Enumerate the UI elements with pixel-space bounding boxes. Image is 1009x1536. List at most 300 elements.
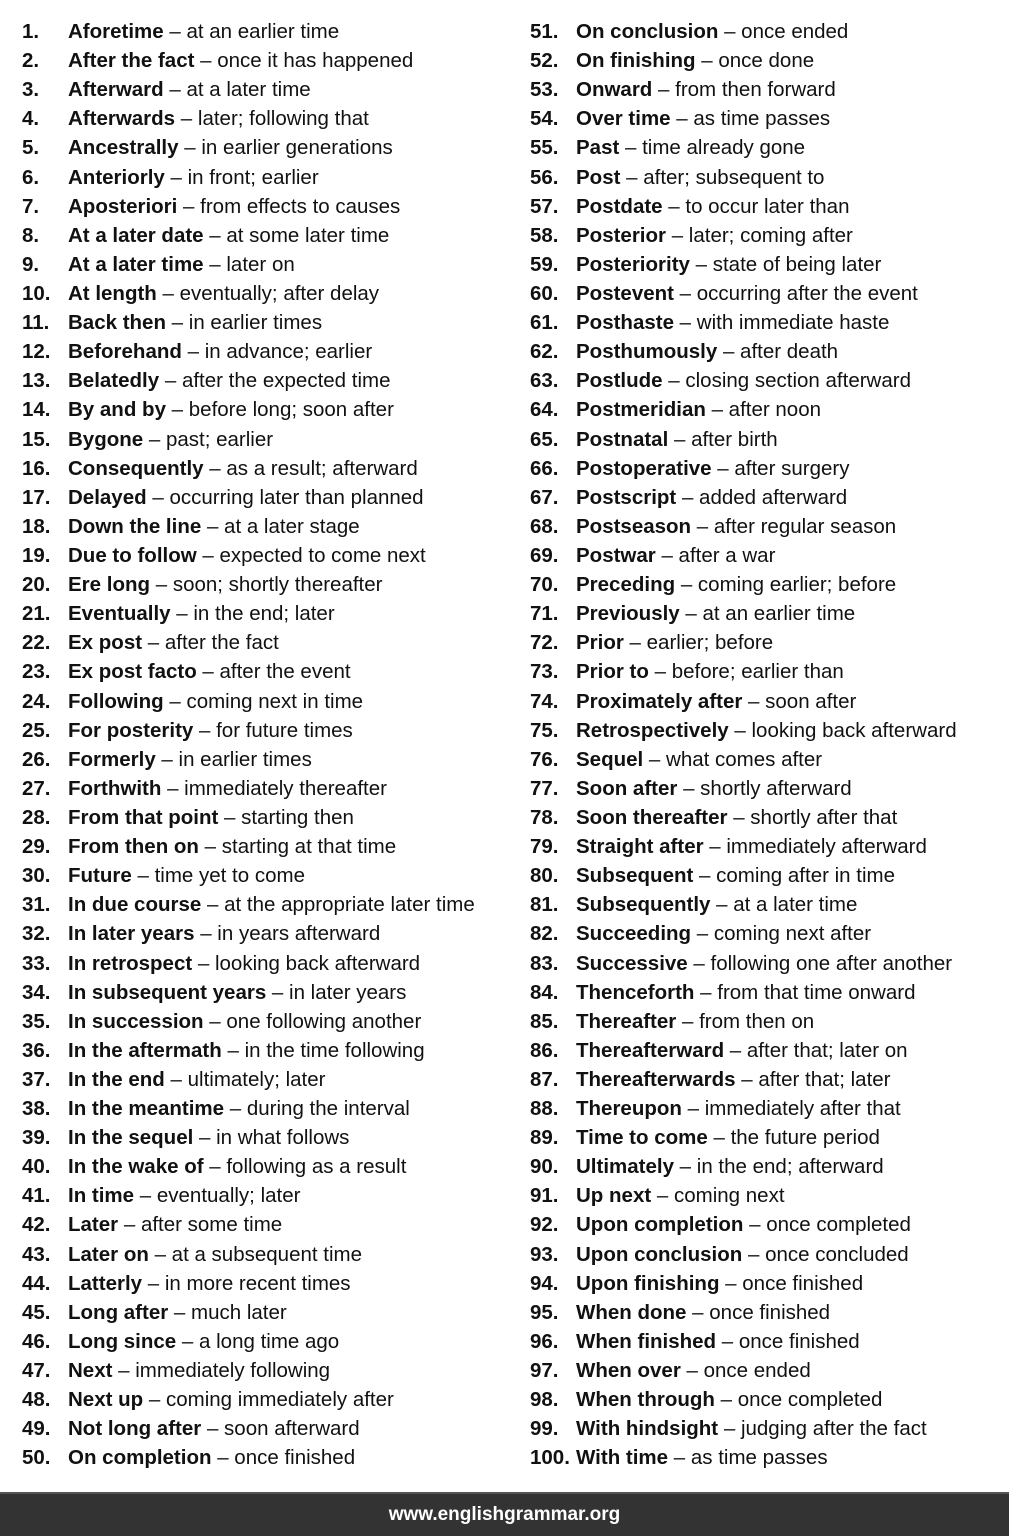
list-item bbox=[22, 1181, 507, 1210]
list-item bbox=[530, 1065, 1009, 1094]
item-separator: – bbox=[727, 805, 751, 829]
item-term: Postscript bbox=[576, 485, 677, 509]
item-definition: soon; shortly thereafter bbox=[172, 573, 383, 597]
list-item bbox=[530, 279, 1009, 308]
item-separator: – bbox=[620, 165, 644, 189]
item-number: 38. bbox=[22, 1097, 51, 1121]
list-item bbox=[22, 1269, 507, 1298]
item-entry bbox=[68, 890, 475, 919]
item-entry bbox=[576, 1269, 863, 1298]
item-definition: once concluded bbox=[765, 1242, 909, 1266]
item-term: Next up bbox=[68, 1388, 144, 1412]
item-number: 12. bbox=[22, 340, 51, 364]
item-entry bbox=[576, 687, 856, 716]
item-separator: – bbox=[705, 398, 729, 422]
item-separator: – bbox=[662, 194, 686, 218]
item-entry bbox=[576, 17, 848, 46]
item-separator: – bbox=[112, 1359, 136, 1383]
list-item bbox=[530, 803, 1009, 832]
item-number: 70. bbox=[530, 573, 559, 597]
item-definition: as a result; afterward bbox=[226, 456, 418, 480]
item-term: Future bbox=[68, 864, 132, 888]
list-item bbox=[22, 366, 507, 395]
item-number: 90. bbox=[530, 1155, 559, 1179]
item-number: 92. bbox=[530, 1213, 559, 1237]
item-definition: after some time bbox=[140, 1213, 283, 1237]
item-definition: looking back afterward bbox=[751, 718, 957, 742]
item-separator: – bbox=[670, 107, 694, 131]
item-term: In the aftermath bbox=[68, 1038, 222, 1062]
list-item bbox=[22, 541, 507, 570]
item-entry bbox=[576, 75, 836, 104]
list-item bbox=[530, 1210, 1009, 1239]
item-definition: at the appropriate later time bbox=[224, 893, 475, 917]
item-separator: – bbox=[148, 1242, 172, 1266]
item-definition: in front; earlier bbox=[187, 165, 319, 189]
list-item bbox=[530, 250, 1009, 279]
item-definition: eventually; after delay bbox=[179, 281, 380, 305]
item-number: 48. bbox=[22, 1388, 51, 1412]
item-number: 23. bbox=[22, 660, 51, 684]
item-entry bbox=[576, 163, 824, 192]
item-separator: – bbox=[728, 718, 752, 742]
item-separator: – bbox=[134, 1184, 157, 1208]
item-number: 17. bbox=[22, 485, 51, 509]
list-item bbox=[530, 395, 1009, 424]
item-definition: as time passes bbox=[690, 1446, 828, 1470]
list-item bbox=[530, 454, 1009, 483]
item-definition: in earlier times bbox=[178, 747, 312, 771]
item-number: 99. bbox=[530, 1417, 559, 1441]
item-definition: in later years bbox=[289, 980, 407, 1004]
item-number: 79. bbox=[530, 835, 559, 859]
list-item bbox=[530, 1240, 1009, 1269]
item-entry bbox=[576, 192, 849, 221]
item-term: Soon thereafter bbox=[576, 805, 728, 829]
item-entry bbox=[68, 774, 387, 803]
item-separator: – bbox=[156, 281, 180, 305]
item-number: 11. bbox=[22, 311, 50, 335]
item-entry bbox=[576, 570, 896, 599]
item-term: Preceding bbox=[576, 573, 676, 597]
item-definition: after surgery bbox=[734, 456, 850, 480]
item-entry bbox=[68, 250, 295, 279]
item-separator: – bbox=[651, 1184, 674, 1208]
item-entry bbox=[576, 133, 805, 162]
item-entry bbox=[576, 716, 957, 745]
item-separator: – bbox=[718, 1417, 741, 1441]
item-number: 85. bbox=[530, 1009, 559, 1033]
item-number: 61. bbox=[530, 311, 559, 335]
item-definition: coming after in time bbox=[716, 864, 895, 888]
item-definition: once ended bbox=[741, 20, 849, 43]
item-entry bbox=[68, 1414, 360, 1443]
list-item bbox=[22, 1385, 507, 1414]
item-entry bbox=[68, 75, 311, 104]
item-term: After the fact bbox=[68, 49, 195, 73]
item-separator: – bbox=[707, 1126, 731, 1150]
list-item bbox=[22, 832, 507, 861]
item-separator: – bbox=[211, 1446, 235, 1470]
item-number: 16. bbox=[22, 456, 51, 480]
item-term: Afterwards bbox=[68, 107, 176, 131]
list-item bbox=[530, 1327, 1009, 1356]
item-term: In succession bbox=[68, 1009, 204, 1033]
item-entry bbox=[68, 308, 322, 337]
item-term: In the wake of bbox=[68, 1155, 204, 1179]
item-definition: after the fact bbox=[164, 631, 279, 655]
item-separator: – bbox=[648, 660, 672, 684]
item-entry bbox=[68, 1007, 421, 1036]
item-definition: once completed bbox=[766, 1213, 911, 1237]
item-number: 28. bbox=[22, 805, 51, 829]
item-number: 5. bbox=[22, 136, 40, 160]
item-entry bbox=[68, 192, 400, 221]
item-separator: – bbox=[201, 893, 225, 917]
item-term: In retrospect bbox=[68, 951, 193, 975]
item-separator: – bbox=[717, 340, 741, 364]
item-term: Subsequent bbox=[576, 864, 694, 888]
item-number: 53. bbox=[530, 78, 559, 102]
item-separator: – bbox=[131, 864, 155, 888]
list-item bbox=[22, 425, 507, 454]
item-separator: – bbox=[165, 398, 189, 422]
item-term: Back then bbox=[68, 311, 166, 335]
item-entry bbox=[576, 745, 822, 774]
item-separator: – bbox=[676, 1009, 700, 1033]
item-entry bbox=[68, 832, 396, 861]
item-term: Aforetime bbox=[68, 20, 164, 43]
item-number: 46. bbox=[22, 1329, 51, 1353]
item-number: 25. bbox=[22, 718, 51, 742]
item-term: Latterly bbox=[68, 1271, 143, 1295]
item-definition: occurring after the event bbox=[696, 281, 918, 305]
item-separator: – bbox=[192, 951, 215, 975]
item-entry bbox=[576, 46, 814, 75]
item-number: 98. bbox=[530, 1388, 559, 1412]
item-number: 20. bbox=[22, 573, 51, 597]
item-term: Next bbox=[68, 1359, 113, 1383]
item-separator: – bbox=[224, 1097, 247, 1121]
item-entry bbox=[68, 628, 279, 657]
item-definition: at an earlier time bbox=[186, 20, 340, 43]
list-item bbox=[22, 75, 507, 104]
item-number: 57. bbox=[530, 194, 559, 218]
item-separator: – bbox=[266, 980, 290, 1004]
list-item bbox=[22, 1152, 507, 1181]
list-item bbox=[530, 1181, 1009, 1210]
item-definition: at a later time bbox=[186, 78, 311, 102]
item-separator: – bbox=[163, 78, 187, 102]
item-definition: once done bbox=[718, 49, 815, 73]
list-item bbox=[530, 1385, 1009, 1414]
item-term: Ex post facto bbox=[68, 660, 197, 684]
item-separator: – bbox=[164, 1067, 188, 1091]
item-definition: in what follows bbox=[216, 1126, 350, 1150]
item-number: 36. bbox=[22, 1038, 51, 1062]
item-term: Ancestrally bbox=[68, 136, 179, 160]
item-entry bbox=[576, 308, 889, 337]
item-term: From that point bbox=[68, 805, 219, 829]
item-entry bbox=[68, 337, 372, 366]
item-separator: – bbox=[693, 864, 717, 888]
item-number: 9. bbox=[22, 252, 40, 276]
list-item bbox=[530, 308, 1009, 337]
item-definition: after a war bbox=[678, 543, 776, 567]
item-separator: – bbox=[695, 49, 719, 73]
item-entry bbox=[576, 541, 775, 570]
item-definition: looking back afterward bbox=[214, 951, 421, 975]
item-definition: in the end; afterward bbox=[696, 1155, 884, 1179]
item-term: Postwar bbox=[576, 543, 656, 567]
item-term: Over time bbox=[576, 107, 671, 131]
item-entry bbox=[68, 1327, 339, 1356]
item-definition: once finished bbox=[738, 1329, 860, 1353]
item-definition: occurring later than planned bbox=[169, 485, 424, 509]
item-separator: – bbox=[203, 1009, 227, 1033]
item-definition: in advance; earlier bbox=[204, 340, 373, 364]
item-entry bbox=[576, 949, 952, 978]
item-separator: – bbox=[218, 805, 242, 829]
list-item bbox=[530, 512, 1009, 541]
item-term: Straight after bbox=[576, 835, 704, 859]
item-number: 67. bbox=[530, 485, 559, 509]
item-entry bbox=[68, 1036, 425, 1065]
item-term: Postseason bbox=[576, 514, 692, 538]
item-term: Past bbox=[576, 136, 620, 160]
item-separator: – bbox=[668, 427, 692, 451]
item-entry bbox=[576, 1327, 860, 1356]
list-item bbox=[22, 483, 507, 512]
item-separator: – bbox=[679, 602, 703, 626]
item-number: 71. bbox=[530, 602, 559, 626]
item-term: Posteriority bbox=[576, 252, 690, 276]
item-definition: once finished bbox=[709, 1300, 831, 1324]
item-number: 74. bbox=[530, 689, 559, 713]
item-separator: – bbox=[194, 922, 218, 946]
item-definition: following one after another bbox=[710, 951, 953, 975]
item-entry bbox=[68, 1210, 282, 1239]
item-term: Upon completion bbox=[576, 1213, 744, 1237]
list-item bbox=[22, 279, 507, 308]
item-number: 49. bbox=[22, 1417, 51, 1441]
list-item bbox=[22, 628, 507, 657]
item-definition: once completed bbox=[737, 1388, 883, 1412]
word-list-left-column bbox=[22, 17, 507, 1472]
item-term: In subsequent years bbox=[68, 980, 267, 1004]
item-term: Postoperative bbox=[576, 456, 712, 480]
item-number: 4. bbox=[22, 107, 40, 131]
item-definition: with immediate haste bbox=[696, 311, 890, 335]
item-definition: eventually; later bbox=[156, 1184, 301, 1208]
item-entry bbox=[68, 221, 389, 250]
item-term: When through bbox=[576, 1388, 715, 1412]
list-item bbox=[530, 366, 1009, 395]
item-separator: – bbox=[673, 281, 697, 305]
item-separator: – bbox=[686, 1300, 710, 1324]
item-number: 22. bbox=[22, 631, 51, 655]
item-entry bbox=[68, 599, 335, 628]
item-term: At length bbox=[68, 281, 157, 305]
item-entry bbox=[68, 425, 273, 454]
item-entry bbox=[576, 366, 911, 395]
item-number: 51. bbox=[530, 20, 559, 43]
list-item bbox=[530, 104, 1009, 133]
item-separator: – bbox=[673, 1155, 697, 1179]
list-item bbox=[530, 192, 1009, 221]
item-number: 58. bbox=[530, 223, 559, 247]
item-entry bbox=[576, 832, 927, 861]
list-item bbox=[530, 541, 1009, 570]
item-number: 76. bbox=[530, 747, 559, 771]
item-term: Subsequently bbox=[576, 893, 711, 917]
item-separator: – bbox=[652, 78, 676, 102]
item-definition: after regular season bbox=[713, 514, 897, 538]
item-term: From then on bbox=[68, 835, 199, 859]
item-entry bbox=[576, 1007, 814, 1036]
word-list-right-column bbox=[530, 17, 1009, 1472]
item-separator: – bbox=[719, 1271, 743, 1295]
list-item bbox=[530, 919, 1009, 948]
item-term: Later on bbox=[68, 1242, 149, 1266]
item-term: Ere long bbox=[68, 573, 151, 597]
website-url: www.englishgrammar.org bbox=[388, 1504, 621, 1525]
item-term: Long after bbox=[68, 1300, 169, 1324]
item-definition: to occur later than bbox=[685, 194, 850, 218]
item-definition: after the event bbox=[219, 660, 351, 684]
item-entry bbox=[576, 803, 897, 832]
item-separator: – bbox=[675, 573, 698, 597]
list-item bbox=[22, 861, 507, 890]
item-entry bbox=[68, 919, 380, 948]
item-entry bbox=[576, 425, 778, 454]
list-item bbox=[530, 949, 1009, 978]
item-term: Thereafterwards bbox=[576, 1067, 736, 1091]
list-item bbox=[530, 1414, 1009, 1443]
item-entry bbox=[68, 1181, 300, 1210]
item-entry bbox=[68, 1443, 355, 1472]
item-entry bbox=[68, 803, 354, 832]
list-item bbox=[22, 745, 507, 774]
item-term: Postlude bbox=[576, 369, 663, 393]
item-entry bbox=[576, 454, 849, 483]
item-entry bbox=[68, 716, 353, 745]
item-separator: – bbox=[181, 340, 205, 364]
item-definition: before long; soon after bbox=[188, 398, 394, 422]
item-entry bbox=[68, 1152, 406, 1181]
item-number: 78. bbox=[530, 805, 559, 829]
item-definition: a long time ago bbox=[199, 1329, 340, 1353]
item-separator: – bbox=[221, 1038, 245, 1062]
item-definition: after the expected time bbox=[181, 369, 391, 393]
list-item bbox=[22, 803, 507, 832]
item-entry bbox=[68, 46, 413, 75]
list-item bbox=[22, 337, 507, 366]
item-entry bbox=[68, 1123, 349, 1152]
item-definition: following as a result bbox=[226, 1155, 407, 1179]
item-separator: – bbox=[662, 369, 686, 393]
item-definition: expected to come next bbox=[219, 543, 426, 567]
list-item bbox=[22, 1210, 507, 1239]
item-number: 65. bbox=[530, 427, 559, 451]
list-item bbox=[530, 832, 1009, 861]
item-term: Forthwith bbox=[68, 776, 162, 800]
item-separator: – bbox=[175, 107, 198, 131]
item-term: Ex post bbox=[68, 631, 143, 655]
item-number: 18. bbox=[22, 514, 51, 538]
item-entry bbox=[68, 687, 363, 716]
item-separator: – bbox=[655, 543, 679, 567]
item-number: 39. bbox=[22, 1126, 51, 1150]
list-item bbox=[530, 1356, 1009, 1385]
item-number: 32. bbox=[22, 922, 51, 946]
item-number: 83. bbox=[530, 951, 559, 975]
item-entry bbox=[576, 1385, 882, 1414]
item-entry bbox=[68, 104, 369, 133]
item-term: Previously bbox=[576, 602, 680, 626]
item-number: 41. bbox=[22, 1184, 51, 1208]
item-separator: – bbox=[689, 252, 713, 276]
item-number: 21. bbox=[22, 602, 51, 626]
item-term: Long since bbox=[68, 1329, 177, 1353]
item-number: 62. bbox=[530, 340, 559, 364]
item-separator: – bbox=[165, 311, 189, 335]
item-separator: – bbox=[177, 194, 201, 218]
item-entry bbox=[576, 483, 847, 512]
item-term: Post bbox=[576, 165, 621, 189]
item-definition: in the time following bbox=[244, 1038, 425, 1062]
item-definition: later on bbox=[226, 252, 295, 276]
item-term: Postdate bbox=[576, 194, 663, 218]
list-item bbox=[22, 1007, 507, 1036]
item-number: 95. bbox=[530, 1300, 559, 1324]
item-definition: coming earlier; before bbox=[697, 573, 897, 597]
item-term: Thereafter bbox=[576, 1009, 677, 1033]
item-separator: – bbox=[724, 1038, 747, 1062]
item-term: Consequently bbox=[68, 456, 204, 480]
item-number: 6. bbox=[22, 165, 40, 189]
item-term: In the meantime bbox=[68, 1097, 225, 1121]
item-entry bbox=[68, 512, 360, 541]
item-entry bbox=[576, 1443, 828, 1472]
item-number: 77. bbox=[530, 776, 559, 800]
item-term: In due course bbox=[68, 893, 202, 917]
list-item bbox=[530, 599, 1009, 628]
item-separator: – bbox=[198, 835, 222, 859]
item-separator: – bbox=[703, 835, 727, 859]
item-separator: – bbox=[203, 1155, 227, 1179]
item-term: At a later date bbox=[68, 223, 204, 247]
item-term: Thenceforth bbox=[576, 980, 695, 1004]
item-number: 10. bbox=[22, 281, 51, 305]
list-item bbox=[22, 657, 507, 686]
item-number: 43. bbox=[22, 1242, 51, 1266]
item-number: 37. bbox=[22, 1067, 51, 1091]
item-term: Ultimately bbox=[576, 1155, 674, 1179]
item-term: Onward bbox=[576, 78, 653, 102]
item-number: 59. bbox=[530, 252, 559, 276]
list-item bbox=[530, 425, 1009, 454]
item-number: 44. bbox=[22, 1271, 51, 1295]
list-item bbox=[22, 395, 507, 424]
item-separator: – bbox=[193, 718, 217, 742]
item-separator: – bbox=[196, 660, 220, 684]
item-number: 55. bbox=[530, 136, 559, 160]
item-separator: – bbox=[676, 485, 700, 509]
item-separator: – bbox=[677, 776, 701, 800]
item-number: 87. bbox=[530, 1067, 559, 1091]
item-definition: from then on bbox=[699, 1009, 815, 1033]
